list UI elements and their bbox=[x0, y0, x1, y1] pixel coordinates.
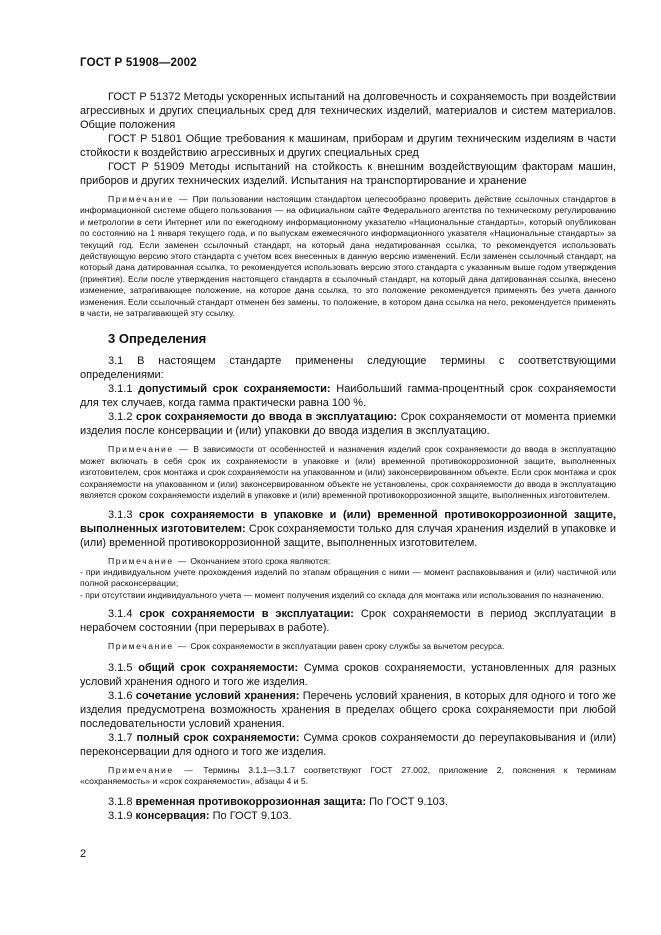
document-code-header: ГОСТ Р 51908—2002 bbox=[80, 57, 197, 69]
note-text: При пользовании настоящим стандартом целесообразно проверить действие ссылочных стандартов в информационной системе общего пользования — на официальном сайте Федерального агентства по техническому регулированию и метрологии в сети Интернет или по ежегодному информационному указателю «Национальные стандарты», который опубликован по состоянию на 1 января текущего года, и по выпускам ежемесячного информационного указателя «Национальные стандарты» за текущий год. Если заменен ссылочный стандарт, на который дана недатированная ссылка, то рекомендуется использовать действующую версию этого стандарта с учетом всех внесенных в данную версию изменений. Если заменен ссылочный стандарт, на который дана датированная ссылка, то рекомендуется использовать версию этого стандарта с указанным выше годом утверждения (принятия). Если после утверждения настоящего стандарта в ссылочный стандарт, на который дана датированная ссылка, внесено изменение, затрагивающее положение, на которое дана ссылка, то это положение рекомендуется применять без учета данного изменения. Если ссылочный стандарт отменен без замены, то положение, в котором дана ссылка на него, рекомендуется применять в части, не затрагивающей эту ссылку. bbox=[80, 194, 616, 319]
definitions-intro: 3.1 В настоящем стандарте применены следующие термины с соответствующими определениями: bbox=[80, 355, 616, 382]
page-content bbox=[80, 90, 616, 823]
note-references bbox=[80, 194, 616, 319]
note-3-1-7: Примечание — Термины 3.1.1—3.1.7 соответствуют ГОСТ 27.002, приложение 2, пояснения к терминам «сохраняемость» и «срок сохраняемости», абзацы 4 и 5. bbox=[80, 764, 616, 786]
definition-3-1-9: 3.1.9 консервация: По ГОСТ 9.103. bbox=[108, 810, 292, 823]
definition-3-1-6: 3.1.6 сочетание условий хранения: Перечень условий хранения, в которых для одного и того же изделия предусмотрена возможность хранения в пределах общего срока сохраняемости при любой последовательности условий хранения. bbox=[80, 689, 616, 730]
note-3-1-4: Примечание — Срок сохраняемости в эксплуатации равен сроку службы за вычетом ресурса. bbox=[108, 641, 505, 652]
definition-3-1-8: 3.1.8 временная противокоррозионная защита: По ГОСТ 9.103. bbox=[108, 796, 448, 809]
reference-gost-51372: ГОСТ Р 51372 Методы ускоренных испытаний на долговечность и сохраняемость при воздействии агрессивных и других специальных сред для технических изделий, материалов и систем материалов. Общие положения bbox=[80, 91, 616, 131]
definition-3-1-5: 3.1.5 общий срок сохраняемости: Сумма сроков сохраняемости, установленных для разных условий хранения одного и того же изделия. bbox=[80, 661, 616, 688]
section-title: 3 Определения bbox=[108, 331, 207, 347]
note-label: Примечание — bbox=[108, 194, 190, 204]
note-3-1-3-item-b: - при отсутствии индивидуального учета — момент получения изделий со склада для монтажа или использования по назначению. bbox=[80, 589, 604, 600]
definition-3-1-4: 3.1.4 срок сохраняемости в эксплуатации: Срок сохраняемости в период эксплуатации в нерабочем состоянии (при перерывах в работе). bbox=[80, 608, 617, 635]
note-3-1-3-item-a: - при индивидуальном учете прохождения изделий по этапам обращения с ними — момент распаковывания и (или) частичной или полной расконсервации; bbox=[80, 566, 616, 589]
note-3-1-3: Примечание — Окончанием этого срока являются: bbox=[108, 555, 331, 566]
note-3-1-2: Примечание — В зависимости от особенностей и назначения изделий срок сохраняемости до ввода в эксплуатацию может включать в себя срок их сохраняемости в упаковке и (или) временной противокоррозионной защите, выполненных изготовителем, срок монтажа и срок сохраняемости на упакованном и (или) законсервированном объекте. Если срок монтажа и срок сохраняемости на упакованном и (или) законсервированном объекте не установлены, срок сохраняемости до ввода в эксплуатацию является сроком сохраняемости изделий в упаковке и (или) временной противокоррозионной защите, выполненных изготовителем. bbox=[80, 444, 616, 501]
definition-3-1-7: 3.1.7 полный срок сохраняемости: Сумма сроков сохраняемости до переупаковывания и (или) переконсервации для одного и того же изделия. bbox=[80, 731, 616, 758]
definition-3-1-2: 3.1.2 срок сохраняемости до ввода в эксплуатацию: Срок сохраняемости от момента приемки изделия после консервации и (или) упаковки до ввода изделия в эксплуатацию. bbox=[80, 411, 616, 438]
reference-gost-51909: ГОСТ Р 51909 Методы испытаний на стойкость к внешним воздействующим факторам машин, приборов и других технических изделий. Испытания на транспортирование и хранение bbox=[80, 161, 616, 187]
definition-3-1-1: 3.1.1 допустимый срок сохраняемости: Наибольший гамма-процентный срок сохраняемости для тех случаев, когда гамма практически равна 100 %. bbox=[80, 383, 616, 410]
reference-gost-51801: ГОСТ Р 51801 Общие требования к машинам, приборам и другим техническим изделиям в части стойкости к воздействию агрессивных и других специальных сред bbox=[80, 133, 616, 159]
page-number: 2 bbox=[80, 848, 87, 860]
definition-3-1-3: 3.1.3 срок сохраняемости в упаковке и (или) временной противокоррозионной защите, выполненных изготовителем: Срок сохраняемости только для случая хранения изделий в упаковке и (или) временной противокоррозионной защите, выполненных изготовителем. bbox=[80, 508, 616, 549]
